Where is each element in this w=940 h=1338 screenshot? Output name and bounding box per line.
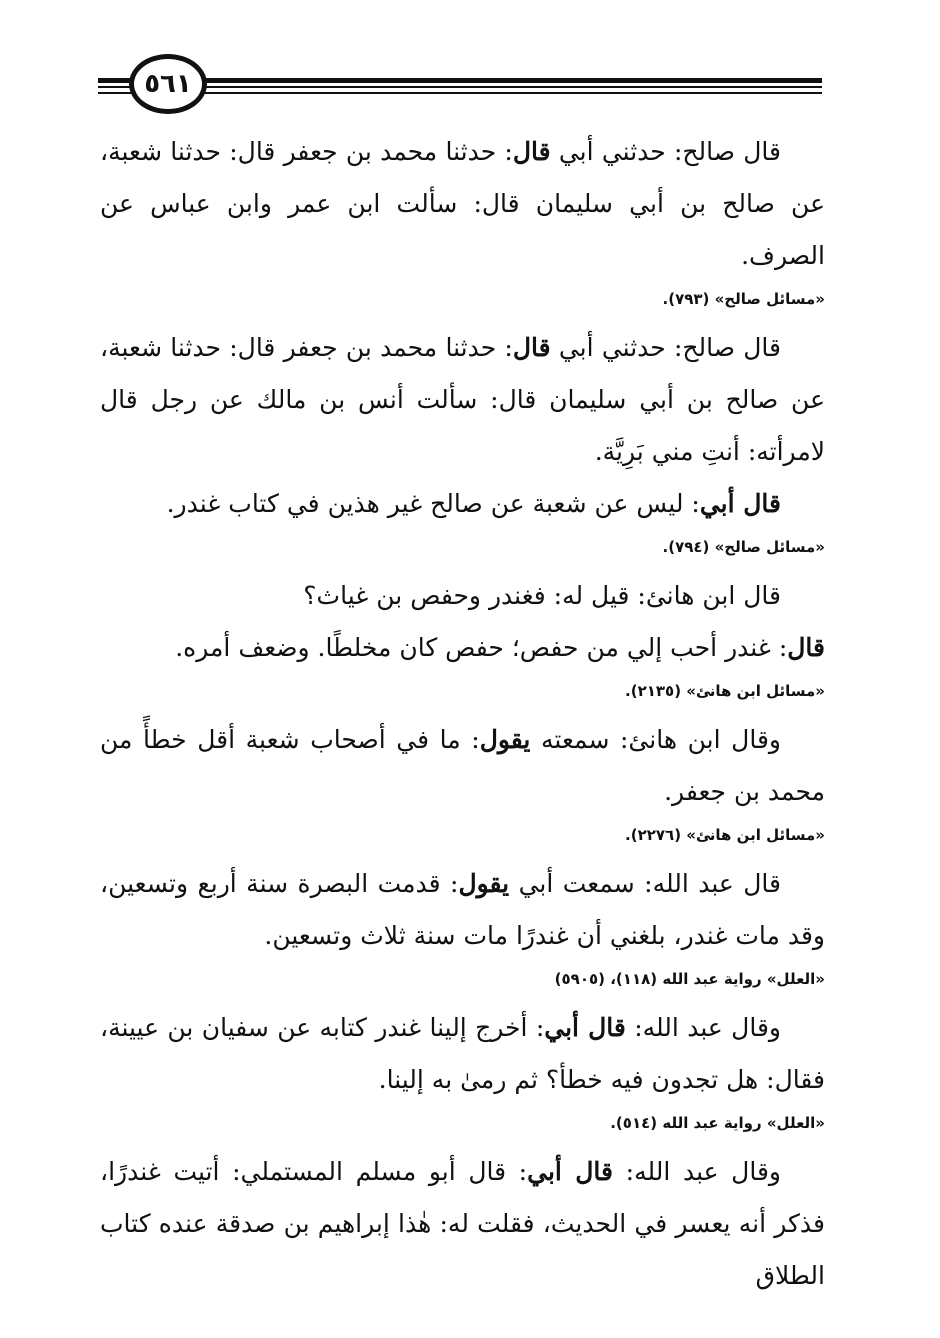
text-run: : حدثنا محمد بن جعفر قال: حدثنا شعبة، عن صالح بن أبي سليمان قال: سألت ابن عمر وابن عباس عن الصرف. bbox=[100, 137, 825, 270]
paragraph bbox=[100, 714, 825, 818]
paragraph bbox=[100, 1146, 825, 1302]
text-run: : قدمت البصرة سنة أربع وتسعين، وقد مات غندر، بلغني أن غندرًا مات سنة ثلاث وتسعين. bbox=[100, 869, 825, 950]
paragraph bbox=[100, 322, 825, 478]
paragraph bbox=[100, 570, 825, 622]
bold-text: قال أبي bbox=[527, 1157, 613, 1186]
source-citation: «العلل» رواية عبد الله (١١٨)، (٥٩٠٥) bbox=[554, 970, 825, 988]
bold-text: قال bbox=[787, 633, 825, 662]
paragraph bbox=[100, 478, 825, 530]
text-run: وقال عبد الله: bbox=[625, 1013, 781, 1042]
text-body bbox=[100, 126, 825, 1302]
text-run: وقال عبد الله: bbox=[613, 1157, 781, 1186]
text-run: قال ابن هانئ: قيل له: فغندر وحفص بن غياث؟ bbox=[303, 581, 781, 610]
text-run: : ليس عن شعبة عن صالح غير هذين في كتاب غندر. bbox=[166, 489, 700, 518]
source-citation: «مسائل ابن هانئ» (٢١٣٥). bbox=[625, 682, 825, 700]
paragraph bbox=[100, 858, 825, 962]
paragraph bbox=[100, 622, 825, 674]
paragraph bbox=[100, 1002, 825, 1106]
hadith-entry bbox=[100, 858, 825, 990]
bold-text: قال bbox=[512, 137, 551, 166]
hadith-entry bbox=[100, 1002, 825, 1134]
text-run: : غندر أحب إلي من حفص؛ حفص كان مخلطًا. وضعف أمره. bbox=[175, 633, 788, 662]
text-run: : حدثنا محمد بن جعفر قال: حدثنا شعبة، عن صالح بن أبي سليمان قال: سألت أنس بن مالك عن رجل قال لامرأته: أنتِ مني بَرِيَّة. bbox=[100, 333, 825, 466]
page-header bbox=[0, 0, 940, 130]
text-run: : ما في أصحاب شعبة أقل خطأً من محمد بن جعفر. bbox=[100, 725, 825, 806]
source-citation: «مسائل صالح» (٧٩٤). bbox=[662, 538, 825, 556]
bold-text: قال أبي bbox=[699, 489, 781, 518]
source-citation: «مسائل صالح» (٧٩٣). bbox=[662, 290, 825, 308]
paragraph bbox=[100, 126, 825, 282]
header-rule bbox=[98, 92, 822, 94]
bold-text: قال أبي bbox=[544, 1013, 626, 1042]
text-run: : قال أبو مسلم المستملي: أتيت غندرًا، فذكر أنه يعسر في الحديث، فقلت له: هٰذا إبراهيم بن صدقة عنده كتاب الطلاق bbox=[100, 1157, 825, 1290]
text-run: قال صالح: حدثني أبي bbox=[550, 137, 781, 166]
text-run: قال صالح: حدثني أبي bbox=[550, 333, 781, 362]
hadith-entry bbox=[100, 322, 825, 558]
page-number: ٥٦١ bbox=[129, 54, 207, 114]
bold-text: يقول bbox=[458, 869, 510, 898]
text-run: قال عبد الله: سمعت أبي bbox=[509, 869, 781, 898]
source-citation: «مسائل ابن هانئ» (٢٢٧٦). bbox=[625, 826, 825, 844]
hadith-entry bbox=[100, 1146, 825, 1302]
bold-text: يقول bbox=[479, 725, 531, 754]
hadith-entry bbox=[100, 570, 825, 702]
hadith-entry bbox=[100, 714, 825, 846]
text-run: : أخرج إلينا غندر كتابه عن سفيان بن عيينة، فقال: هل تجدون فيه خطأ؟ ثم رمىٰ به إلينا. bbox=[100, 1013, 825, 1094]
bold-text: قال bbox=[512, 333, 551, 362]
text-run: وقال ابن هانئ: سمعته bbox=[530, 725, 781, 754]
hadith-entry bbox=[100, 126, 825, 310]
source-citation: «العلل» رواية عبد الله (٥١٤). bbox=[610, 1114, 825, 1132]
